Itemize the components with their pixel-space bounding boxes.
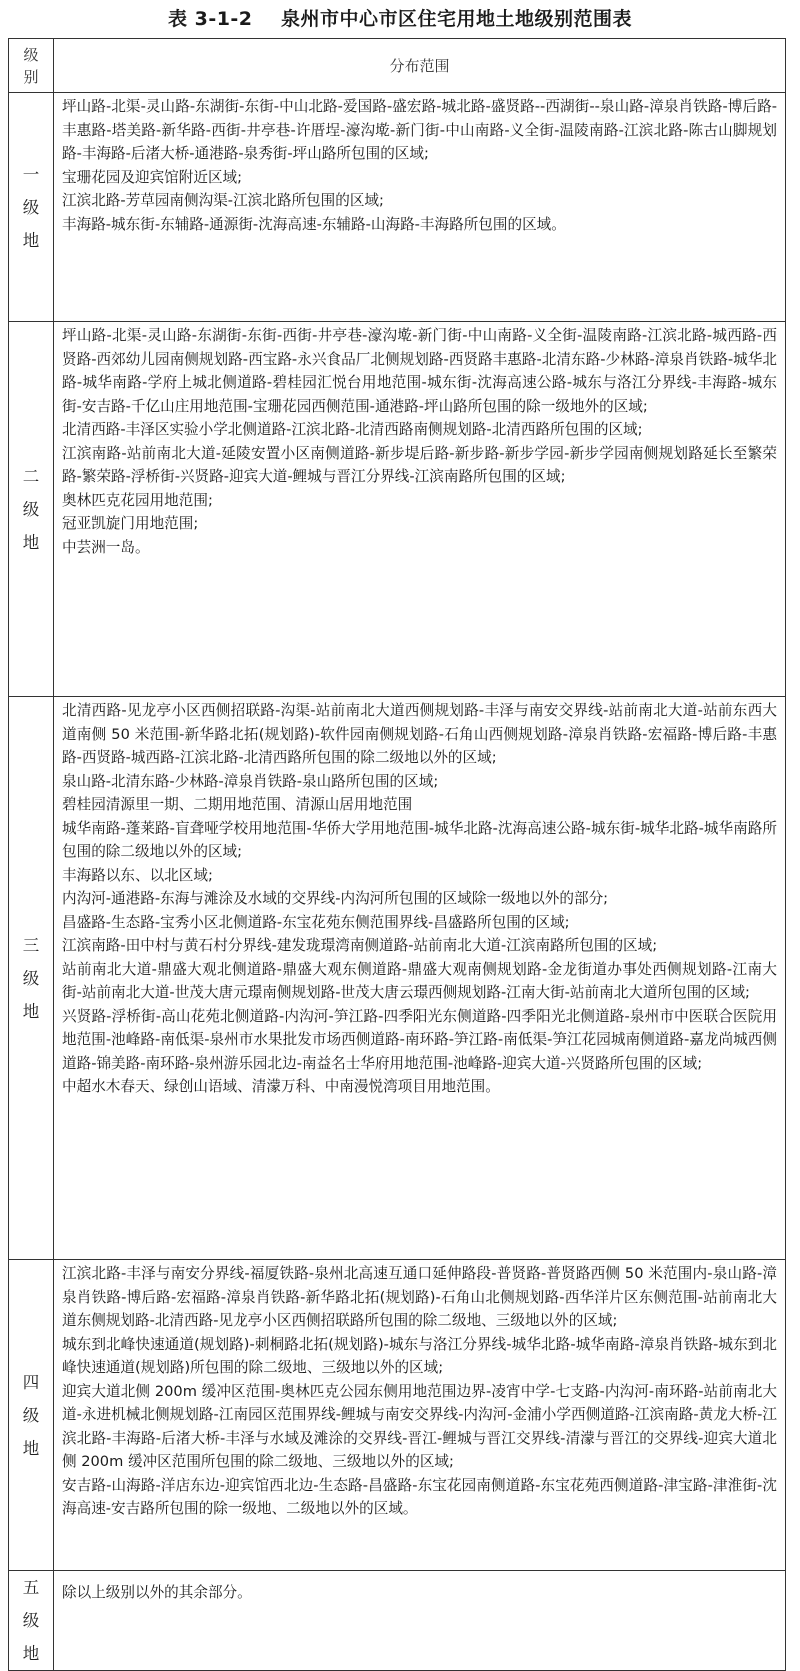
range-paragraph: 江滨北路-芳草园南侧沟渠-江滨北路所包围的区域; [62,192,384,209]
level-cell [9,1571,54,1671]
range-paragraph: 奥林匹克花园用地范围; [62,491,213,509]
header-range: 分布范围 [54,39,786,93]
level-label: 三级地 [22,935,40,1021]
range-paragraph: 中超水木春天、绿创山语域、清濛万科、中南漫悦湾项目用地范围。 [62,1078,500,1095]
level-cell [9,322,54,697]
range-paragraph: 昌盛路-生态路-宝秀小区北侧道路-东宝花苑东侧范围界线-昌盛路所包围的区域; [62,913,570,931]
range-paragraph: 城华南路-蓬莱路-盲聋哑学校用地范围-华侨大学用地范围-城华北路-沈海高速公路-城东街-城华北路-城华南路所包围的除二级地以外的区域; [62,819,777,860]
table-header-row [9,39,786,93]
page-title: 表 3-1-2 泉州市中心市区住宅用地土地级别范围表 [167,8,632,30]
header-level [9,39,54,93]
range-paragraph: 北清西路-丰泽区实验小学北侧道路-江滨北路-北清西路南侧规划路-北清西路所包围的区域; [62,421,643,438]
land-grade-table [8,38,786,1671]
table-row [9,1260,786,1571]
level-cell [9,697,54,1260]
level-cell [9,93,54,322]
level-label: 一级地 [22,164,40,250]
range-paragraph: 江滨南路-田中村与黄石村分界线-建发珑璟湾南侧道路-站前南北大道-江滨南路所包围的区域; [62,937,658,954]
range-cell [54,1571,786,1671]
level-label: 五级地 [22,1578,40,1663]
range-paragraph: 宝珊花园及迎宾馆附近区域; [62,168,243,186]
range-paragraph: 北清西路-见龙亭小区西侧招联路-沟渠-站前南北大道西侧规划路-丰泽与南安交界线-站前南北大道-站前东西大道南侧 50 米范围-新华路北拓(规划路)-软件园南侧规划路-石角山西侧规划路-漳泉肖铁路-宏福路-博后路-丰惠路-西贤路-城西路-江滨北路-北清西路所包围的除二级地以外的区域; [62,702,777,766]
range-paragraph: 碧桂园清源里一期、二期用地范围、清源山居用地范围 [62,796,413,813]
table-row [9,322,786,697]
header-level-text: 级别 [23,45,39,86]
level-cell [9,1260,54,1571]
range-paragraph: 中芸洲一岛。 [62,538,150,556]
range-paragraph: 除以上级别以外的其余部分。 [62,1584,252,1601]
range-paragraph: 江滨南路-站前南北大道-延陵安置小区南侧道路-新步堤后路-新步路-新步学园-新步学园南侧规划路延长至繁荣路-繁荣路-浮桥街-兴贤路-迎宾大道-鲤城与晋江分界线-江滨南路所包围的区域; [62,444,777,485]
table-row [9,1571,786,1671]
range-paragraph: 冠亚凯旋门用地范围; [62,515,199,532]
range-paragraph: 安吉路-山海路-洋店东边-迎宾馆西北边-生态路-昌盛路-东宝花园南侧道路-东宝花苑西侧道路-津宝路-津淮街-沈海高速-安吉路所包围的除一级地、二级地以外的区域。 [62,1476,777,1517]
table-row [9,93,786,322]
level-label: 四级地 [22,1372,40,1458]
range-paragraph: 兴贤路-浮桥街-高山花苑北侧道路-内沟河-笋江路-四季阳光东侧道路-四季阳光北侧道路-泉州市中医联合医院用地范围-池峰路-南低渠-泉州市水果批发市场西侧道路-南环路-笋江路-南低渠-笋江花园城南侧道路-嘉龙尚城西侧道路-锦美路-南环路-泉州游乐园北边-南益名士华府用地范围-池峰路-迎宾大道-兴贤路所包围的区域; [62,1007,777,1072]
range-paragraph: 城东到北峰快速通道(规划路)-刺桐路北拓(规划路)-城东与洛江分界线-城华北路-城华南路-漳泉肖铁路-城东到北峰快速通道(规划路)所包围的除二级地、三级地以外的区域; [62,1335,777,1376]
level-label: 二级地 [22,466,40,552]
range-cell [54,93,786,322]
range-paragraph: 泉山路-北清东路-少林路-漳泉肖铁路-泉山路所包围的区域; [62,772,439,790]
range-paragraph: 坪山路-北渠-灵山路-东湖街-东街-中山北路-爱国路-盛宏路-城北路-盛贤路--西湖街--泉山路-漳泉肖铁路-博后路-丰惠路-塔美路-新华路-西街-井亭巷-许厝埕-濠沟墘-新门街-中山南路-义全街-温陵南路-江滨北路-陈古山脚规划路-丰海路-后渚大桥-通港路-泉秀街-坪山路所包围的区域; [62,98,777,162]
range-paragraph: 丰海路以东、以北区域; [62,866,213,884]
range-paragraph: 站前南北大道-鼎盛大观北侧道路-鼎盛大观东侧道路-鼎盛大观南侧规划路-金龙街道办事处西侧规划路-江南大街-站前南北大道-世茂大唐元璟南侧规划路-世茂大唐云璟西侧规划路-江南大街-站前南北大道所包围的区域; [62,960,777,1001]
range-paragraph: 迎宾大道北侧 200m 缓冲区范围-奥林匹克公园东侧用地范围边界-凌宵中学-七支路-内沟河-南环路-站前南北大道-永进机械北侧规划路-江南园区范围界线-鲤城与南安交界线-内沟河-金浦小学西侧道路-江滨南路-黄龙大桥-江滨北路-丰海路-后渚大桥-丰泽与水域及滩涂的交界线-晋江-鲤城与晋江交界线-清濛与晋江的交界线-迎宾大道北侧 200m 缓冲区范围所包围的除二级地、三级地以外的区域; [62,1382,777,1470]
range-cell [54,1260,786,1571]
range-cell [54,697,786,1260]
range-paragraph: 内沟河-通港路-东海与滩涂及水域的交界线-内沟河所包围的区域除一级地以外的部分; [62,890,609,907]
range-paragraph: 江滨北路-丰泽与南安分界线-福厦铁路-泉州北高速互通口延伸路段-普贤路-普贤路西侧 50 米范围内-泉山路-漳泉肖铁路-博后路-宏福路-漳泉肖铁路-新华路北拓(规划路)-石角山北侧规划路-西华洋片区东侧范围-站前南北大道东侧规划路-北清西路-见龙亭小区西侧招联路所包围的除二级地、三级地以外的区域; [62,1265,777,1329]
table-row [9,697,786,1260]
range-paragraph: 坪山路-北渠-灵山路-东湖街-东街-西街-井亭巷-濠沟墘-新门街-中山南路-义全街-温陵南路-江滨北路-城西路-西贤路-西郊幼儿园南侧规划路-西宝路-永兴食品厂北侧规划路-西贤路丰惠路-北清东路-少林路-漳泉肖铁路-城华北路-城华南路-学府上城北侧道路-碧桂园汇悦台用地范围-城东街-沈海高速公路-城东与洛江分界线-丰海路-城东街-安吉路-千亿山庄用地范围-宝珊花园西侧范围-通港路-坪山路所包围的除一级地外的区域; [62,327,777,415]
range-cell [54,322,786,697]
range-paragraph: 丰海路-城东街-东辅路-通源街-沈海高速-东辅路-山海路-丰海路所包围的区域。 [62,215,566,233]
